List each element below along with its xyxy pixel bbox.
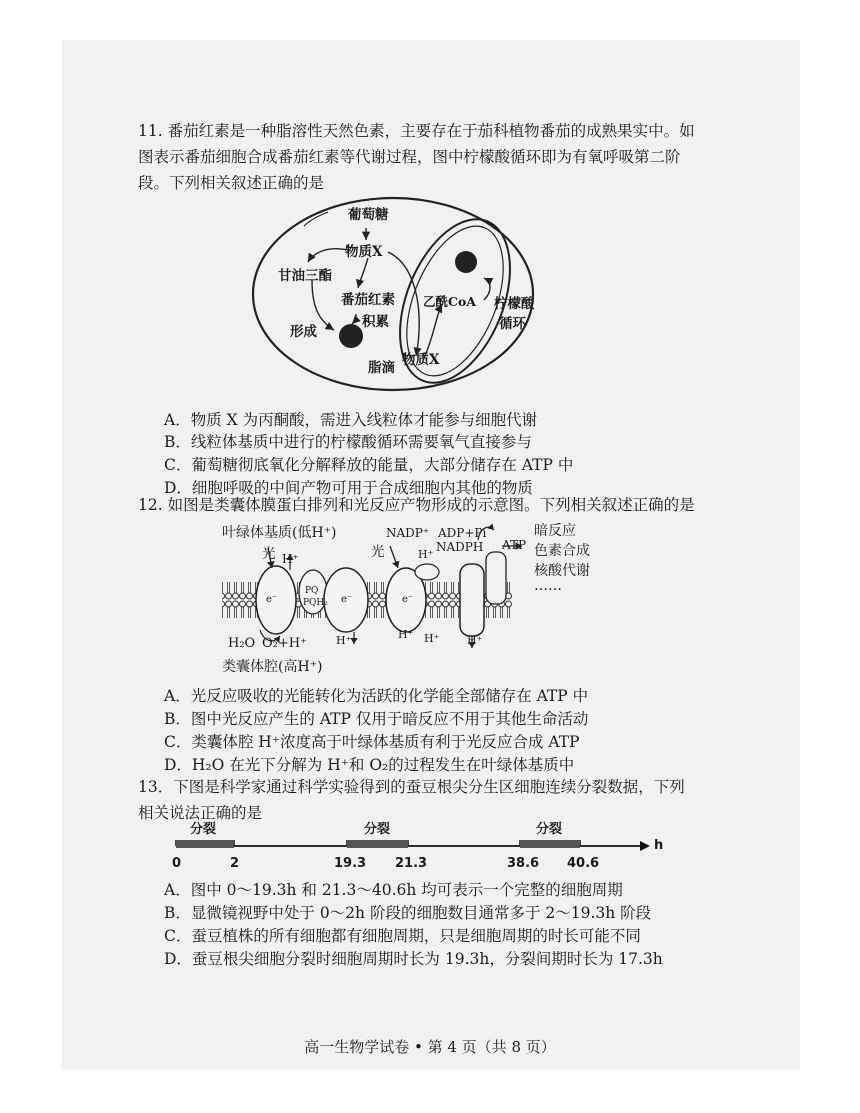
dark-reaction-label: 暗反应 — [534, 523, 576, 539]
atp-synthase-head — [486, 552, 506, 604]
diagram-substance-x2-label: 物质X — [402, 352, 440, 368]
light-label-2: 光 — [371, 544, 385, 560]
h-plus-lumen-3: H⁺ — [424, 632, 440, 645]
q11-stem: 11. 番茄红素是一种脂溶性天然色素，主要存在于茄科植物番茄的成熟果实中。如图表示番茄细胞合成番茄红素等代谢过程，图中柠檬酸循环即为有氧呼吸第二阶段。下列相关叙述正确的是 — [138, 122, 695, 192]
q11-option-d: D．细胞呼吸的中间产物可用于合成细胞内其他的物质 — [164, 479, 533, 497]
diagram-glucose-label: 葡萄糖 — [348, 207, 389, 223]
light-label-1: 光 — [262, 546, 276, 562]
electron-label-2: e⁻ — [341, 594, 353, 605]
h-plus-lumen-1: H⁺ — [336, 634, 352, 647]
q13-option-a: A．图中 0～19.3h 和 21.3～40.6h 均可表示一个完整的细胞周期 — [164, 881, 623, 899]
q11-option-b: B．线粒体基质中进行的柠檬酸循环需要氧气直接参与 — [164, 433, 532, 451]
division-segment-2 — [347, 840, 408, 848]
electron-label-3: e⁻ — [402, 594, 414, 605]
timeline-arrowhead — [640, 841, 650, 851]
q12-option-a: A．光反应吸收的光能转化为活跃的化学能全部储存在 ATP 中 — [164, 687, 589, 705]
nucleic-metabolism-label: 核酸代谢 — [534, 563, 590, 579]
ferredoxin — [415, 564, 439, 580]
diagram-lycopene-label: 番茄红素 — [341, 292, 395, 308]
ellipsis-label: …… — [534, 578, 562, 594]
diagram-substance-x-label: 物质X — [345, 244, 383, 260]
tick-label-40-6: 40.6 — [567, 856, 600, 871]
h-plus-lumen-4: H⁺ — [467, 634, 483, 647]
q12-stem: 12. 如图是类囊体膜蛋白排列和光反应产物形成的示意图。下列相关叙述正确的是 — [138, 496, 695, 514]
atp-synthase — [460, 564, 484, 636]
tick-label-0: 0 — [172, 856, 182, 871]
nadph-label: NADPH — [436, 540, 484, 554]
diagram-glycerol-ester-label: 甘油三酯 — [278, 268, 332, 284]
h2o-label: H₂O — [228, 636, 256, 651]
diagram-lipid-droplet-label: 脂滴 — [368, 360, 395, 376]
h-plus-nadp-label: H⁺ — [418, 548, 434, 561]
pq-label: PQ — [305, 586, 319, 596]
q13-stem: 13．下图是科学家通过科学实验得到的蚕豆根尖分生区细胞连续分裂数据，下列相关说法正确的是 — [138, 778, 685, 822]
stroma-label: 叶绿体基质(低H⁺) — [222, 525, 337, 541]
diagram-acetyl-coa-label: 乙酰CoA — [423, 294, 476, 309]
tick-label-21-3: 21.3 — [395, 856, 428, 871]
q12-option-d: D．H₂O 在光下分解为 H⁺和 O₂的过程发生在叶绿体基质中 — [164, 756, 575, 774]
mito-dark-granule — [455, 251, 477, 273]
tick-label-2: 2 — [230, 856, 240, 871]
page-footer: 高一生物学试卷 • 第 4 页（共 8 页） — [304, 1038, 556, 1056]
electron-label-1: e⁻ — [266, 594, 278, 605]
diagram-form-label: 形成 — [290, 324, 317, 340]
q12-option-b: B．图中光反应产生的 ATP 仅用于暗反应不用于其他生命活动 — [164, 710, 589, 728]
lipid-droplet-granule — [339, 324, 363, 348]
adp-pi-label: ADP+Pi — [438, 526, 487, 540]
division-label-2: 分裂 — [364, 822, 391, 837]
q12-option-c: C．类囊体腔 H⁺浓度高于叶绿体基质有利于光反应合成 ATP — [164, 733, 580, 751]
q11-option-c: C．葡萄糖彻底氧化分解释放的能量，大部分储存在 ATP 中 — [164, 456, 574, 474]
nadp-label: NADP⁺ — [386, 526, 430, 540]
o2-h-label: O₂+H⁺ — [262, 636, 307, 651]
division-segment-3 — [520, 840, 580, 848]
division-segment-1 — [176, 840, 234, 848]
tick-label-19-3: 19.3 — [334, 856, 367, 871]
pigment-synthesis-label: 色素合成 — [534, 543, 590, 559]
atp-label: ATP — [502, 538, 527, 552]
q13-option-b: B．显微镜视野中处于 0～2h 阶段的细胞数目通常多于 2～19.3h 阶段 — [164, 904, 652, 922]
h-plus-lumen-2: H⁺ — [398, 628, 414, 641]
tick-label-38-6: 38.6 — [507, 856, 540, 871]
q13-option-d: D．蚕豆根尖细胞分裂时细胞周期时长为 19.3h，分裂间期时长为 17.3h — [164, 950, 663, 968]
diagram-citric-acid-label: 柠檬酸 — [494, 296, 535, 312]
q11-option-a: A．物质 X 为丙酮酸，需进入线粒体才能参与细胞代谢 — [164, 411, 538, 429]
diagram-cycle-label: 循环 — [499, 316, 526, 332]
timeline-unit-label: h — [654, 838, 664, 853]
lumen-label: 类囊体腔(高H⁺) — [222, 659, 323, 675]
pqh2-label: PQH₂ — [303, 598, 328, 608]
diagram-accumulate-label: 积累 — [362, 314, 389, 330]
division-label-1: 分裂 — [190, 822, 217, 837]
division-label-3: 分裂 — [536, 822, 563, 837]
q13-option-c: C．蚕豆植株的所有细胞都有细胞周期，只是细胞周期的时长可能不同 — [164, 927, 641, 945]
h-plus-top-label: H⁺ — [282, 552, 299, 566]
